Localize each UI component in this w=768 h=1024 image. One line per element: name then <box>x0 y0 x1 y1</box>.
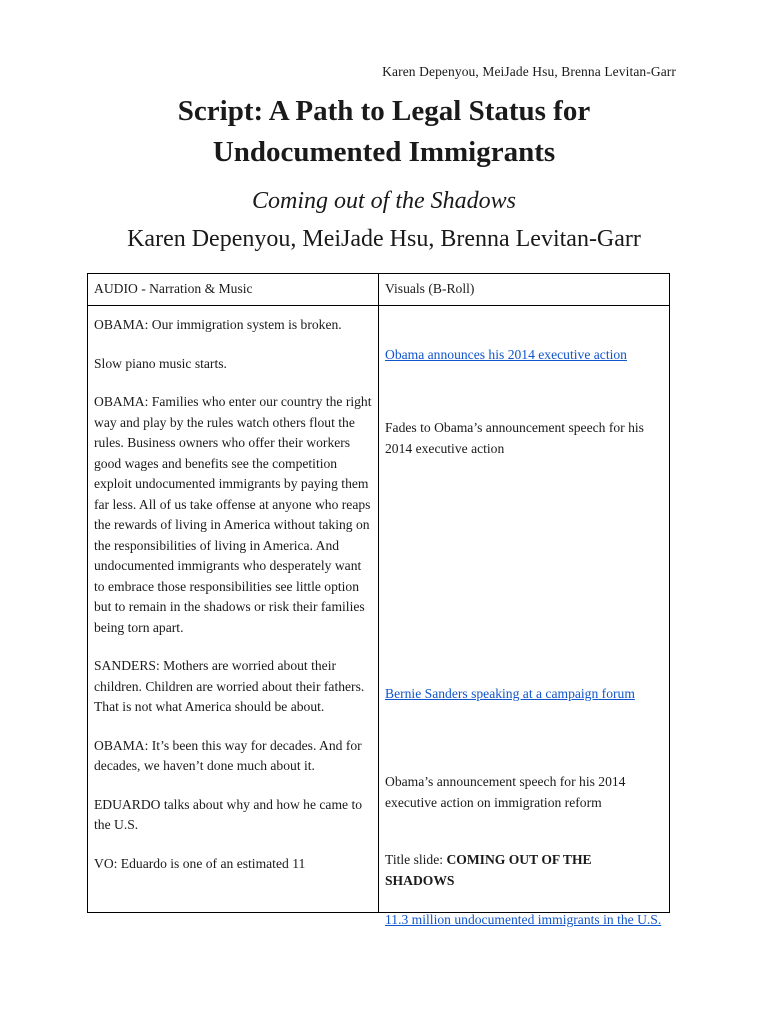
byline: Karen Depenyou, MeiJade Hsu, Brenna Levitan-Garr <box>127 226 641 252</box>
audio-column-header: AUDIO - Narration & Music <box>88 274 379 306</box>
audio-line-eduardo: EDUARDO talks about why and how he came to the U.S. <box>94 796 363 832</box>
title-line-1: Script: A Path to Legal Status for <box>177 95 591 127</box>
visual-title-slide <box>385 850 663 891</box>
undocumented-stat-link[interactable]: 11.3 million undocumented immigrants in the U.S. <box>385 912 662 927</box>
table-header-row <box>88 274 670 306</box>
title-line-2: Undocumented Immigrants <box>212 136 556 168</box>
visuals-column-header: Visuals (B-Roll) <box>379 274 670 306</box>
visual-fades-text: Fades to Obama’s announcement speech for his 2014 executive action <box>385 420 644 456</box>
audio-line-sanders: SANDERS: Mothers are worried about their children. Children are worried about their fathers. That is not what America should be about. <box>94 658 365 714</box>
visuals-cell <box>379 306 670 927</box>
audio-line-music: Slow piano music starts. <box>94 355 227 371</box>
title-slide-label: Title slide: <box>385 852 447 867</box>
page-title <box>0 91 768 173</box>
table-row <box>88 306 670 913</box>
audio-line-obama-1: OBAMA: Our immigration system is broken. <box>94 317 342 332</box>
audio-line-vo: VO: Eduardo is one of an estimated 11 <box>94 855 306 871</box>
audio-line-obama-2: OBAMA: Families who enter our country the right way and play by the rules watch others flout the rules. Business owners who offer their workers good wages and benefits see the competition exploit undocumented immigrants by paying them far less. All of us take offense at anyone who reaps the rewards of living in America without taking on the responsibilities of living in America. And undocumented immigrants who desperately want to embrace those responsibilities see little option but to remain in the shadows or risk their families being torn apart. <box>94 394 372 635</box>
visual-obama-speech-text: Obama’s announcement speech for his 2014 executive action on immigration reform <box>385 774 626 810</box>
obama-executive-action-link[interactable]: Obama announces his 2014 executive action <box>385 347 627 362</box>
bernie-sanders-forum-link[interactable]: Bernie Sanders speaking at a campaign forum <box>385 686 635 701</box>
audio-cell <box>88 306 379 913</box>
header-authors: Karen Depenyou, MeiJade Hsu, Brenna Levitan-Garr <box>382 64 676 79</box>
audio-line-obama-3: OBAMA: It’s been this way for decades. And for decades, we haven’t done much about it. <box>94 737 362 773</box>
subtitle: Coming out of the Shadows <box>251 188 516 214</box>
title-slide-text: COMING OUT OF THE SHADOWS <box>385 852 592 888</box>
script-table <box>87 273 670 927</box>
